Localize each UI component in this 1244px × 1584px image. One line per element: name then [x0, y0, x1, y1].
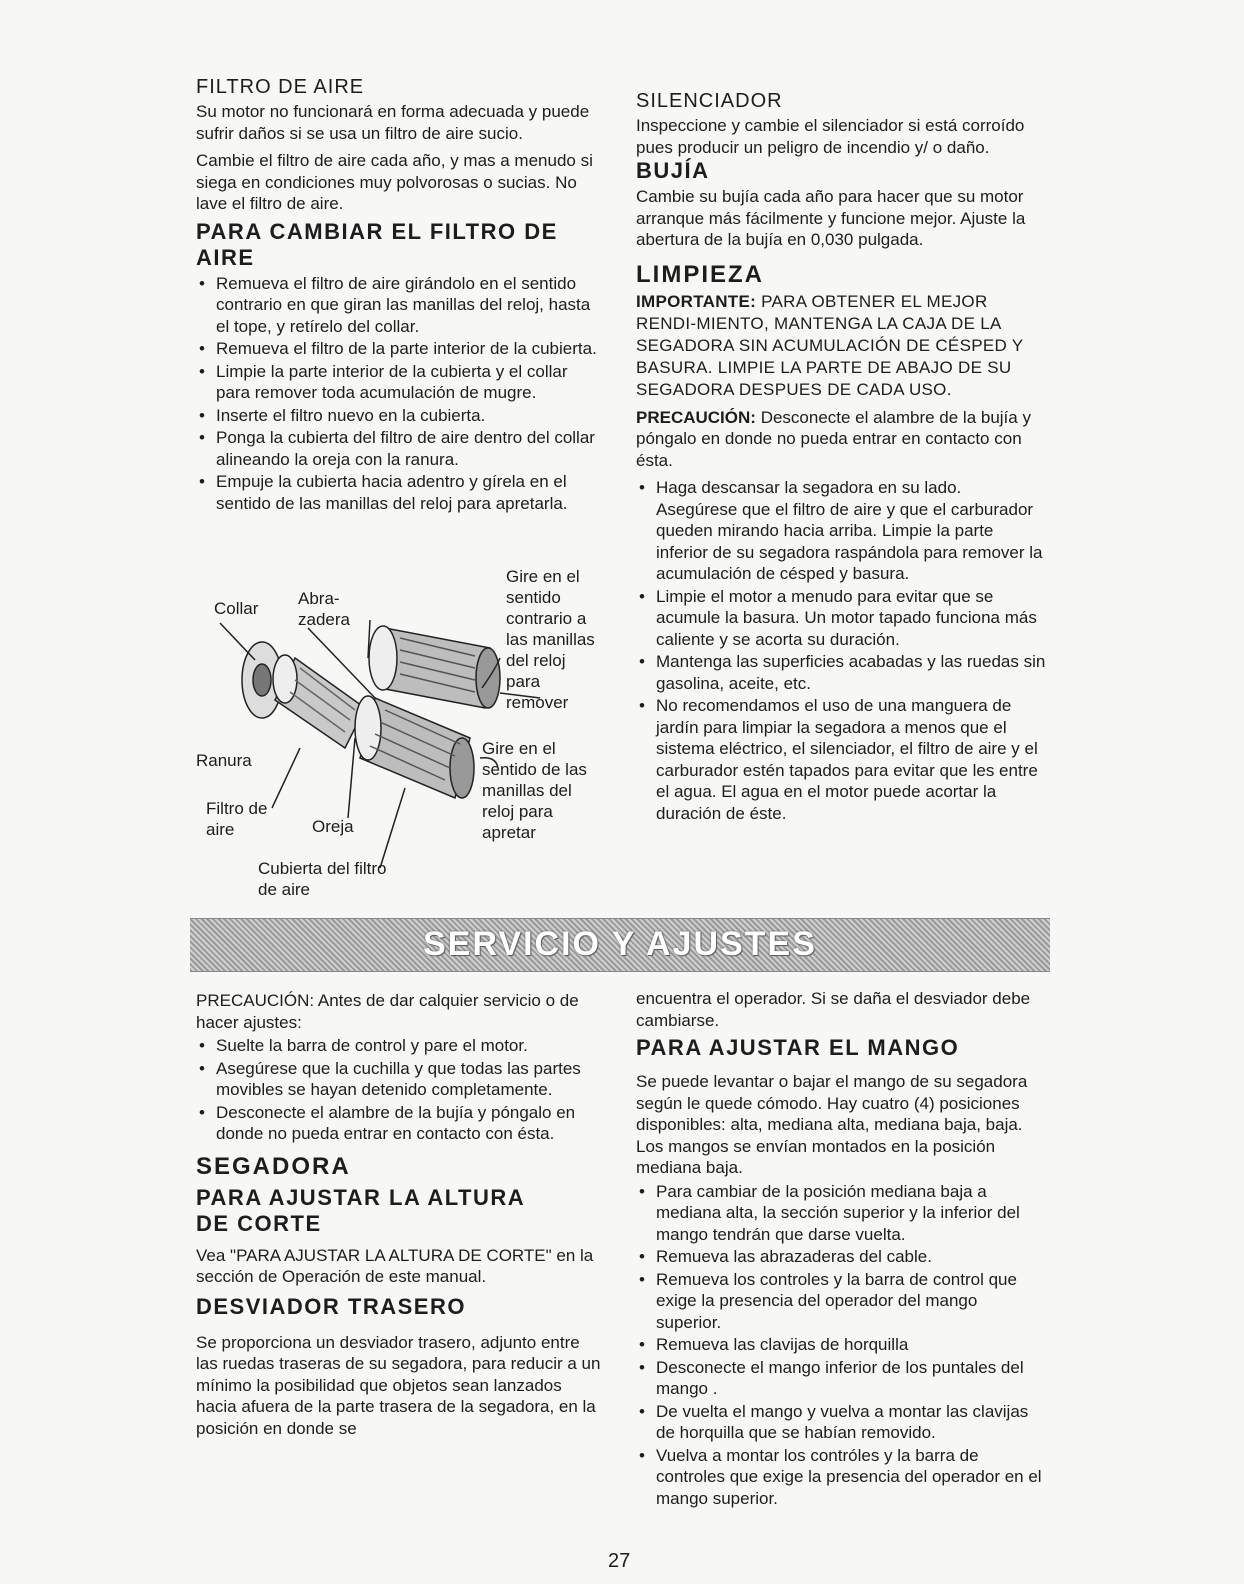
label-abrazadera: Abra- zadera	[298, 589, 350, 629]
list-item: • Remueva las clavijas de horquilla	[636, 1334, 1046, 1356]
list-cambiar-filtro	[196, 273, 604, 515]
list-item: • No recomendamos el uso de una manguera de jardín para limpiar la segadora a menos que el sistema eléctrico, el silenciador, el filtro de aire y el carburador estén tapados para evitar que les entre el agua. El agua en el motor puede acortar la duración de éste.	[636, 695, 1046, 824]
label-cubierta: Cubierta del filtro de aire	[258, 859, 387, 899]
heading-altura-corte: PARA AJUSTAR LA ALTURA DE CORTE	[196, 1184, 525, 1236]
list-item: • Ponga la cubierta del filtro de aire dentro del collar alineando la oreja con la ranura.	[196, 427, 604, 470]
label-collar: Collar	[214, 599, 259, 618]
left-bottom-column	[196, 990, 606, 1445]
list-item: • Suelte la barra de control y pare el motor.	[196, 1035, 606, 1057]
right-top-column	[636, 86, 1046, 828]
heading-limpieza: LIMPIEZA	[636, 260, 764, 288]
heading-bujia: BUJÍA	[636, 158, 710, 183]
label-filtro-de-aire: Filtro de aire	[206, 799, 268, 839]
right-bottom-column	[636, 988, 1046, 1513]
label-gire-apretar: Gire en el sentido de las manillas del reloj para apretar	[482, 739, 587, 842]
list-item: • Empuje la cubierta hacia adentro y gírela en el sentido de las manillas del reloj para apretarla.	[196, 471, 604, 514]
importante-text: PARA OBTENER EL MEJOR RENDI-MIENTO, MANTENGA LA CAJA DE LA SEGADORA SIN ACUMULACIÓN DE CÉSPED Y BASURA. LIMPIE LA PARTE DE ABAJO DE SU SEGADORA DESPUES DE CADA USO.	[636, 291, 1024, 399]
heading-ajustar-mango: PARA AJUSTAR EL MANGO	[636, 1035, 960, 1060]
paragraph-precaucion-limpieza	[636, 407, 1046, 472]
section-banner	[190, 918, 1050, 972]
paragraph-bujia: Cambie su bujía cada año para hacer que su motor arranque más fácilmente y funcione mejor. Ajuste la abertura de la bujía en 0,030 pulgada.	[636, 187, 1026, 249]
list-item: • Haga descansar la segadora en su lado. Asegúrese que el filtro de aire y que el carburador queden mirando hacia arriba. Limpie la parte inferior de su segadora raspándola para remover la acumulación de césped y basura.	[636, 477, 1046, 585]
banner-title: SERVICIO Y AJUSTES	[423, 925, 817, 963]
list-item: • Para cambiar de la posición mediana baja a mediana alta, la sección superior y la inferior del mango tendrán que darse vuelta.	[636, 1181, 1046, 1246]
paragraph-importante	[636, 291, 1046, 401]
list-item: • Desconecte el alambre de la bujía y póngalo en donde no pueda entrar en contacto con ésta.	[196, 1102, 606, 1145]
paragraph-desviador: Se proporciona un desviador trasero, adjunto entre las ruedas traseras de su segadora, para reducir a un mínimo la posibilidad que objetos sean lanzados hacia afuera de la parte trasera de la segadora, en la posición en donde se	[196, 1332, 601, 1438]
left-top-column	[196, 72, 604, 518]
label-ranura: Ranura	[196, 751, 252, 770]
paragraph-mango: Se puede levantar o bajar el mango de su segadora según le quede cómodo. Hay cuatro (4) posiciones disponibles: alta, mediana alta, mediana baja, baja. Los mangos se envían montados en la posición mediana baja.	[636, 1072, 1028, 1177]
paragraph-filtro-1: Su motor no funcionará en forma adecuada y puede sufrir daños si se usa un filtro de aire sucio.	[196, 102, 590, 143]
list-limpieza	[636, 477, 1046, 824]
label-gire-remover: Gire en el sentido contrario a las manillas del reloj para remover	[506, 567, 595, 712]
list-item: • Limpie la parte interior de la cubierta y el collar para remover toda acumulación de mugre.	[196, 361, 604, 404]
list-item: • De vuelta el mango y vuelva a montar las clavijas de horquilla que se habían removido.	[636, 1401, 1046, 1444]
paragraph-altura-corte: Vea "PARA AJUSTAR LA ALTURA DE CORTE" en la sección de Operación de este manual.	[196, 1245, 594, 1286]
paragraph-desviador-cont: encuentra el operador. Si se daña el desviador debe cambiarse.	[636, 989, 1031, 1030]
paragraph-precaucion-servicio: PRECAUCIÓN: Antes de dar calquier servicio o de hacer ajustes:	[196, 991, 579, 1032]
list-item: • Remueva las abrazaderas del cable.	[636, 1246, 1046, 1268]
air-filter-diagram	[196, 567, 610, 908]
list-item: • Vuelva a montar los contróles y la barra de controles que exige la presencia del operador en el mango superior.	[636, 1445, 1046, 1510]
heading-desviador-trasero: DESVIADOR TRASERO	[196, 1293, 466, 1319]
paragraph-filtro-2: Cambie el filtro de aire cada año, y mas a menudo si siega en condiciones muy polvorosas o sucias. No lave el filtro de aire.	[196, 151, 593, 213]
heading-segadora: SEGADORA	[196, 1152, 351, 1180]
list-item: • Limpie el motor a menudo para evitar que se acumule la basura. Un motor tapado funciona más caliente y se acorta su duración.	[636, 586, 1046, 651]
precaucion-text: Desconecte el alambre de la bujía y póngalo en donde no pueda entrar en contacto con ésta.	[636, 407, 1031, 470]
precaucion-label: PRECAUCIÓN:	[636, 407, 756, 427]
heading-cambiar-filtro: PARA CAMBIAR EL FILTRO DE AIRE	[196, 218, 558, 270]
paragraph-silenciador: Inspeccione y cambie el silenciador si está corroído pues producir un peligro de incendio y/ o daño.	[636, 116, 1025, 157]
heading-silenciador: SILENCIADOR	[636, 90, 783, 112]
heading-filtro-de-aire: FILTRO DE AIRE	[196, 76, 365, 98]
list-item: • Inserte el filtro nuevo en la cubierta.	[196, 405, 604, 427]
list-item: • Remueva el filtro de aire girándolo en el sentido contrario en que giran las manillas del reloj, hasta el tope, y retírelo del collar.	[196, 273, 604, 338]
list-precaucion-servicio	[196, 1035, 606, 1145]
label-oreja: Oreja	[312, 817, 354, 836]
list-item: • Remueva el filtro de la parte interior de la cubierta.	[196, 338, 604, 360]
importante-label: IMPORTANTE:	[636, 291, 757, 311]
list-item: • Remueva los controles y la barra de control que exige la presencia del operador del mango superior.	[636, 1269, 1046, 1334]
list-item: • Mantenga las superficies acabadas y las ruedas sin gasolina, aceite, etc.	[636, 651, 1046, 694]
list-mango	[636, 1181, 1046, 1510]
list-item: • Asegúrese que la cuchilla y que todas las partes movibles se hayan detenido completamente.	[196, 1058, 606, 1101]
page-number: 27	[608, 1550, 631, 1572]
list-item: • Desconecte el mango inferior de los puntales del mango .	[636, 1357, 1046, 1400]
